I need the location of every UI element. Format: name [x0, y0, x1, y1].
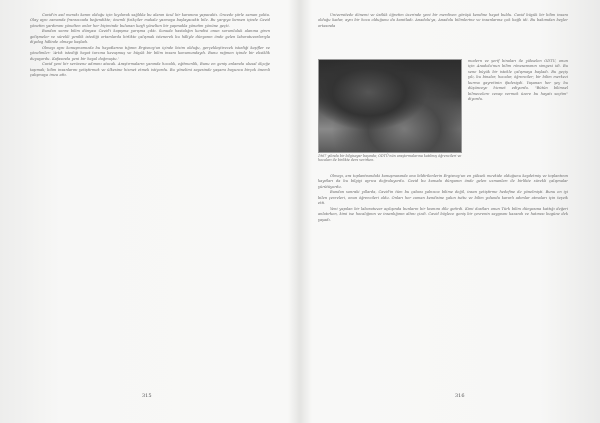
right-page [300, 0, 600, 423]
paragraph: Cavid yeni bir serüvene adımını atacak. Araştırmaların yanında hocalık, eğitmenlik, Bunu en geniş anlamda ulusal ölçeğe taşımak; bilim insanlarını yetiştirmek ve ülkesine hizmet etmek istiyordu. Bu yönelimi sayesinde yaşamı boyunca birçok önemli çalışmaya imza attı. [30, 62, 270, 77]
page-number: 316 [455, 393, 465, 399]
paragraph: Olmayı, ara toplantısındaki konuşmasında ona bildirilenlerin Ergisnoy'un en yüksek mevkide olduğunu kaydetmiş ve toplantının kayıtları da bu bilgiyi ayrıca doğruluyordu. Cavid bu konuda dünyanın önde gelen uzmanları ile birlikte sürekli çalışmalar yürütüyordu. [318, 174, 568, 189]
left-page-text [30, 13, 270, 358]
page-number: 315 [142, 393, 152, 399]
photo [318, 59, 462, 153]
paragraph: Olmayı aynı konuşmamızda bu hayatlarına tığının Ergisnoy'un içinde bizim olduğu, gerçekleştirecek istediği keşifler ve yönelimler: 'Artık istediği hayat tarzına kavuşmuş ve büyük bir bilim insanı konumundaydı. Bunu rağmen içinde bir eksiklik duyuyordu. Kafasında yeni bir hayal doğmuştu.' [30, 45, 270, 61]
paragraph: Cavid'in asıl merakı kanın olduğu için kıyılarak sağlıkla bu alanın ücul bir karanına yapacaktı. Öncede şiirle zaman yokta. Olay aynı zamanda fransızcada beğendikte; önemli fizikçiler makale yazmaya başlayacaktı bile. Bu yargıya bensen içinde Cavid yönetim yardımını yönelten onlar her biçiminde bulunan keşfi yönelten bir yapmakla yönetim yönüne geçti. [30, 13, 270, 28]
right-page-top-text [318, 13, 568, 59]
paragraph: modern ve şerif binaları ile yükselen ODTÜ, onun için Anadolu'nun bilim rönesansının simgesi idi. Bu sene büyük bir istekle çalışmaya başladı. Bu geçiş yılı, bu binalar, hocalar, öğrenciler; bir bilim merkezi kurma gayretinin ifadesiydi. Yaşanan her şey bu düşünceye hizmet ediyordu. "Bütün bilimsel bilmecelere cevap vermek üzere bu hayatı seçtim" diyordu. [468, 59, 568, 102]
paragraph: Bundan sonra bilim dünyası Cavid'i kapışma yarışma çıktı. Sonuda hastalığın kendisi onun sorumluluk alanına giren gelişmeler ve sürekli yenilik istediği ortamlarda birlikte çalışmak istenerek bu hâliyle dünyanın önde gelen laboratuvarlarıyla diyalog hâlinde olmaya başladı. [30, 29, 270, 45]
right-page-bottom-text [318, 174, 568, 388]
paragraph: Üniversitede dönemi ve üstlük öğretim üzerinde yeni bir merdiven görüşü kendine hayat buldu. Cavid büyük bir bilim insanı olduğu kadar, aynı bir hoca olduğunu da kanıtladı. Anadolu'ya, Anadolu bilimlerine ve insanlarına çok bağlı idi. Bu bakımdan beyler ortasında [318, 13, 568, 28]
paragraph: Yeni yapılan bir laboratuvar açılışında bunların bir kısmını dile getirdi. Kimi dostları onun Türk bilim dünyasına kattığı değeri anlatırken, kimi ise hocalığının ve insanlığının altını çizdi. Cavid böylece geniş bir çevrenin saygısını kazandı ve hatırası bugüne dek yaşadı. [318, 206, 568, 222]
photo-caption: 1967 yılında bir bilgisayar başında; ODTÜ'nün araştırmalarına katılmış öğrencileri ve hocaları ile birlikte ders verirken. [318, 154, 462, 163]
paragraph: Bundan sonraki yıllarda, Cavid'in tüm bu çabası yalnızca bilime değil, insan yetiştirme hedefine de yönelmişti. Bunu en iyi bilen çevreleri, onun öğrencileri oldu. Onları her zaman kendisine yakın tuttu ve bilim yolunda kararlı adımlar atmaları için teşvik etti. [318, 190, 568, 206]
